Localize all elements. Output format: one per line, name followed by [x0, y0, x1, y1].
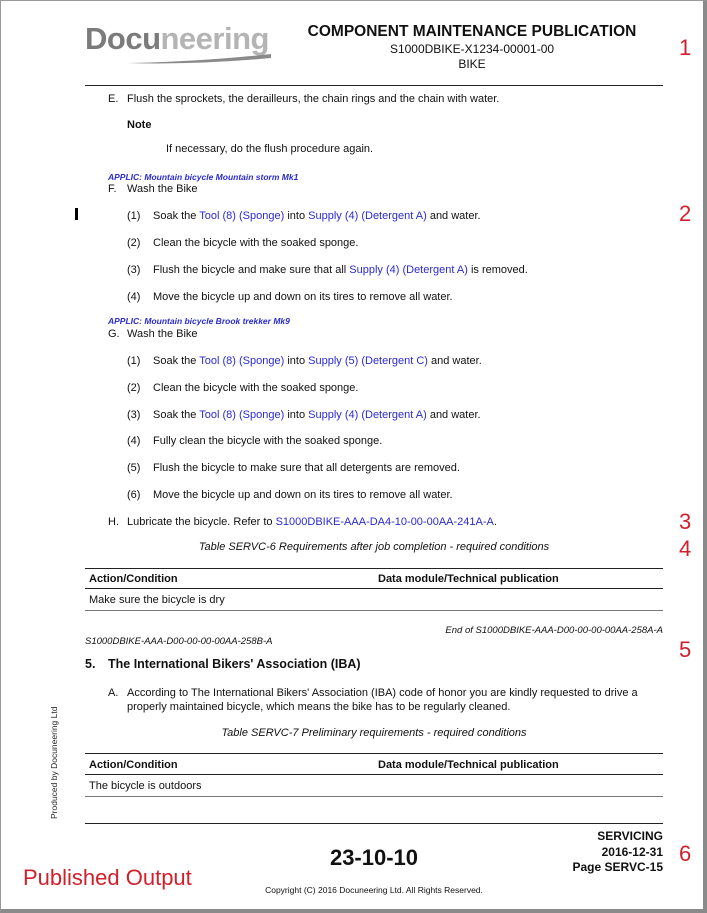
step-f-2-text: Clean the bicycle with the soaked sponge.: [153, 237, 359, 249]
step-g-5-num: (5): [127, 462, 141, 474]
note-label: Note: [127, 119, 152, 131]
supply-link[interactable]: Supply (5) (Detergent C): [308, 355, 428, 367]
note-text: If necessary, do the flush procedure again.: [166, 143, 374, 155]
tool-link[interactable]: Tool (8) (Sponge): [199, 409, 285, 421]
table6-bottom-rule: [85, 610, 663, 611]
section5-title: The International Bikers' Association (IBA): [108, 657, 361, 671]
step-f-3-text: Flush the bicycle and make sure that all Supply (4) (Detergent A) is removed.: [153, 264, 528, 276]
step-g-title: Wash the Bike: [127, 328, 198, 340]
table6-caption: Table SERVC-6 Requirements after job completion - required conditions: [198, 541, 550, 553]
section5-letter: A.: [108, 687, 119, 699]
publication-title: COMPONENT MAINTENANCE PUBLICATION: [307, 23, 637, 40]
step-g-1-text: Soak the Tool (8) (Sponge) into Supply (5) (Detergent C) and water.: [153, 355, 482, 367]
table7-col1-header: Action/Condition: [89, 759, 178, 771]
marker-4: 4: [679, 536, 692, 561]
step-h-letter: H.: [108, 516, 119, 528]
chapter-number: 23-10-10: [329, 845, 419, 870]
step-f-2-num: (2): [127, 237, 141, 249]
step-g-2-text: Clean the bicycle with the soaked sponge.: [153, 382, 359, 394]
step-e-text: Flush the sprockets, the derailleurs, the chain rings and the chain with water.: [127, 93, 500, 105]
docuneering-logo: Docuneering: [85, 21, 269, 56]
step-g-3-num: (3): [127, 409, 141, 421]
copyright: Copyright (C) 2016 Docuneering Ltd. All Rights Reserved.: [265, 885, 483, 895]
step-f-4-text: Move the bicycle up and down on its tires to remove all water.: [153, 291, 453, 303]
publication-code: S1000DBIKE-X1234-00001-00: [389, 42, 555, 56]
section5-line2: properly maintained bicycle, which means the bike has to be regularly cleaned.: [127, 701, 511, 713]
section5-line1: According to The International Bikers' Association (IBA) code of honor you are kindly requested to drive a: [127, 687, 638, 699]
applic-g: APPLIC: Mountain bicycle Brook trekker Mk9: [108, 316, 290, 326]
table7-header-rule: [85, 774, 663, 775]
change-bar: [75, 208, 78, 220]
footer-rule: [85, 823, 663, 824]
table7-caption: Table SERVC-7 Preliminary requirements - required conditions: [221, 727, 527, 739]
step-g-letter: G.: [108, 328, 120, 340]
logo-swoosh-icon: [125, 53, 273, 65]
marker-3: 3: [679, 509, 692, 534]
table6-col2-header: Data module/Technical publication: [378, 573, 559, 585]
header-rule: [85, 85, 663, 86]
step-f-1-num: (1): [127, 210, 141, 222]
table7-top-rule: [85, 753, 663, 754]
publication-subject: BIKE: [458, 57, 486, 71]
applic-f: APPLIC: Mountain bicycle Mountain storm Mk1: [108, 172, 299, 182]
table6-row1: Make sure the bicycle is dry: [89, 594, 225, 606]
supply-link[interactable]: Supply (4) (Detergent A): [349, 264, 468, 276]
table7-row1: The bicycle is outdoors: [89, 780, 202, 792]
step-f-title: Wash the Bike: [127, 183, 198, 195]
table7-col2-header: Data module/Technical publication: [378, 759, 559, 771]
step-h-text: Lubricate the bicycle. Refer to S1000DBIKE-AAA-DA4-10-00-00AA-241A-A.: [127, 516, 497, 528]
dm-code: S1000DBIKE-AAA-D00-00-00-00AA-258B-A: [85, 636, 273, 647]
produced-by-text: Produced by Docuneering Ltd: [49, 706, 59, 819]
supply-link[interactable]: Supply (4) (Detergent A): [308, 210, 427, 222]
footer-section: SERVICING: [597, 829, 663, 843]
table6-header-rule: [85, 588, 663, 589]
section5-num: 5.: [85, 657, 96, 671]
footer-page: Page SERVC-15: [572, 860, 663, 874]
step-g-6-text: Move the bicycle up and down on its tires to remove all water.: [153, 489, 453, 501]
table7-bottom-rule: [85, 796, 663, 797]
tool-link[interactable]: Tool (8) (Sponge): [199, 210, 285, 222]
step-g-2-num: (2): [127, 382, 141, 394]
marker-2: 2: [679, 201, 692, 226]
step-f-1-text: Soak the Tool (8) (Sponge) into Supply (4) (Detergent A) and water.: [153, 210, 481, 222]
step-g-4-num: (4): [127, 435, 141, 447]
step-f-4-num: (4): [127, 291, 141, 303]
tool-link[interactable]: Tool (8) (Sponge): [199, 355, 285, 367]
step-g-5-text: Flush the bicycle to make sure that all detergents are removed.: [153, 462, 460, 474]
table6-col1-header: Action/Condition: [89, 573, 178, 585]
footer-date: 2016-12-31: [601, 845, 663, 859]
dm-reference-link[interactable]: S1000DBIKE-AAA-DA4-10-00-00AA-241A-A: [275, 516, 494, 528]
step-g-6-num: (6): [127, 489, 141, 501]
step-e-letter: E.: [108, 93, 119, 105]
step-f-letter: F.: [108, 183, 117, 195]
step-f-3-num: (3): [127, 264, 141, 276]
step-g-1-num: (1): [127, 355, 141, 367]
marker-6: 6: [679, 841, 692, 866]
step-g-4-text: Fully clean the bicycle with the soaked sponge.: [153, 435, 383, 447]
supply-link[interactable]: Supply (4) (Detergent A): [308, 409, 427, 421]
step-g-3-text: Soak the Tool (8) (Sponge) into Supply (4) (Detergent A) and water.: [153, 409, 481, 421]
end-of-dm: End of S1000DBIKE-AAA-D00-00-00-00AA-258A-A: [445, 625, 663, 636]
published-output-label: Published Output: [23, 865, 192, 890]
marker-5: 5: [679, 637, 692, 662]
marker-1: 1: [679, 35, 692, 60]
table6-top-rule: [85, 568, 663, 569]
